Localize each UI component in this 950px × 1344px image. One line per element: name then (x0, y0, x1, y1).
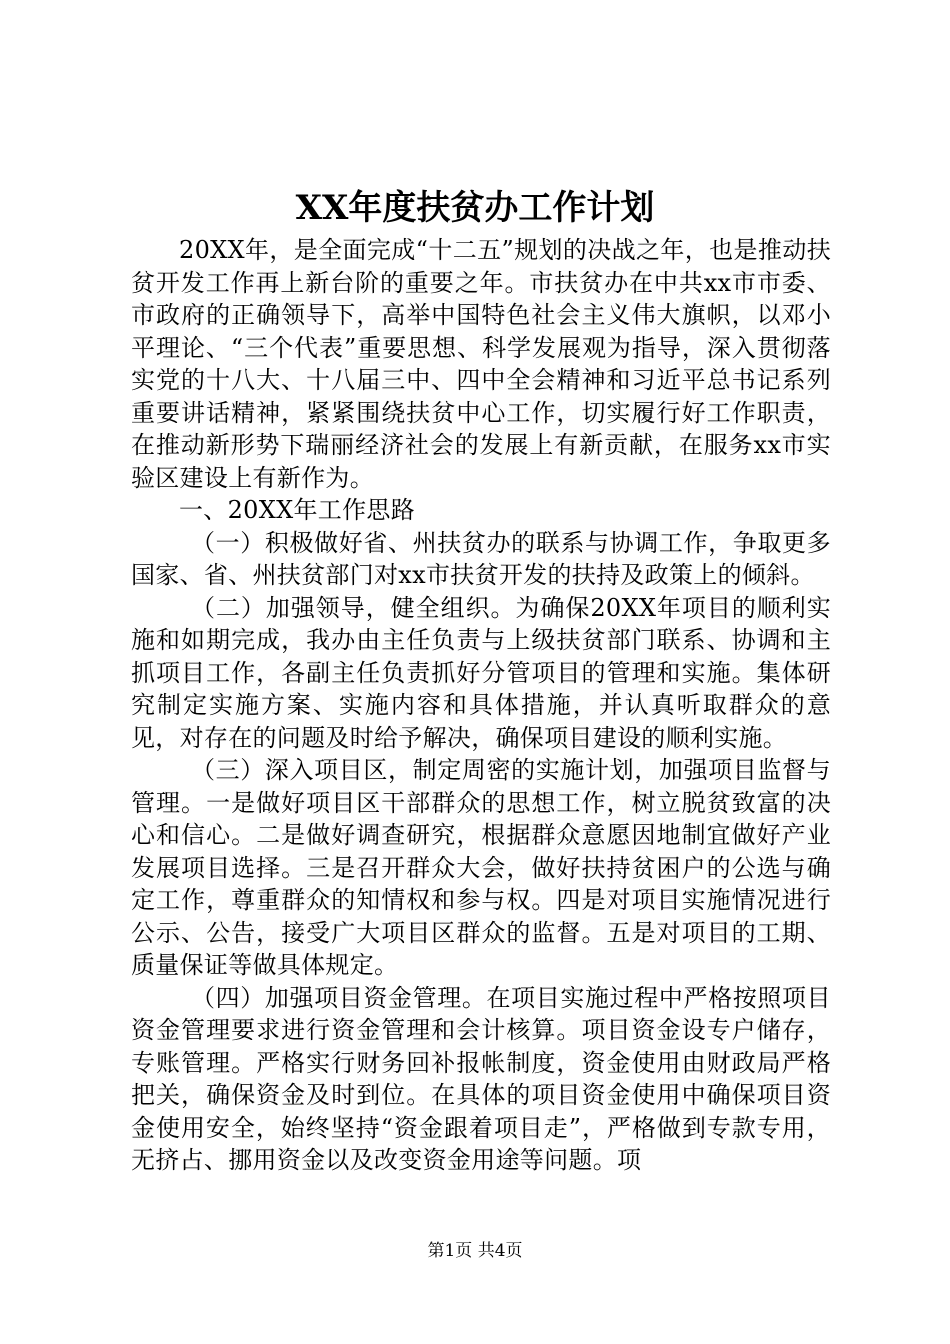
item-paragraph-1: （一）积极做好省、州扶贫办的联系与协调工作，争取更多国家、省、州扶贫部门对xx市扶贫开发的扶持及政策上的倾斜。 (131, 528, 831, 589)
section-heading: 一、20XX年工作思路 (179, 496, 416, 524)
item-paragraph-2: （二）加强领导，健全组织。为确保20XX年项目的顺利实施和如期完成，我办由主任负责与上级扶贫部门联系、协调和主抓项目工作，各副主任负责抓好分管项目的管理和实施。集体研究制定实施方案、实施内容和具体措施，并认真听取群众的意见，对存在的问题及时给予解决，确保项目建设的顺利实施。 (131, 593, 831, 752)
document-body (131, 234, 831, 1177)
page-number: 第1页 共4页 (427, 1241, 523, 1261)
item-paragraph-3: （三）深入项目区，制定周密的实施计划，加强项目监督与管理。一是做好项目区干部群众的思想工作，树立脱贫致富的决心和信心。二是做好调查研究，根据群众意愿因地制宜做好产业发展项目选择。三是召开群众大会，做好扶持贫困户的公选与确定工作，尊重群众的知情权和参与权。四是对项目实施情况进行公示、公告，接受广大项目区群众的监督。五是对项目的工期、质量保证等做具体规定。 (131, 756, 831, 979)
item-paragraph-4: （四）加强项目资金管理。在项目实施过程中严格按照项目资金管理要求进行资金管理和会计核算。项目资金设专户储存，专账管理。严格实行财务回补报帐制度，资金使用由财政局严格把关，确保资金及时到位。在具体的项目资金使用中确保项目资金使用安全，始终坚持“资金跟着项目走”，严格做到专款专用，无挤占、挪用资金以及改变资金用途等问题。项 (131, 983, 831, 1174)
intro-paragraph: 20XX年，是全面完成“十二五”规划的决战之年，也是推动扶贫开发工作再上新台阶的重要之年。市扶贫办在中共xx市市委、市政府的正确领导下，高举中国特色社会主义伟大旗帜，以邓小平理论、“三个代表”重要思想、科学发展观为指导，深入贯彻落实党的十八大、十八届三中、四中全会精神和习近平总书记系列重要讲话精神，紧紧围绕扶贫中心工作，切实履行好工作职责，在推动新形势下瑞丽经济社会的发展上有新贡献，在服务xx市实验区建设上有新作为。 (131, 236, 831, 492)
document-title: XX年度扶贫办工作计划 (295, 188, 655, 228)
